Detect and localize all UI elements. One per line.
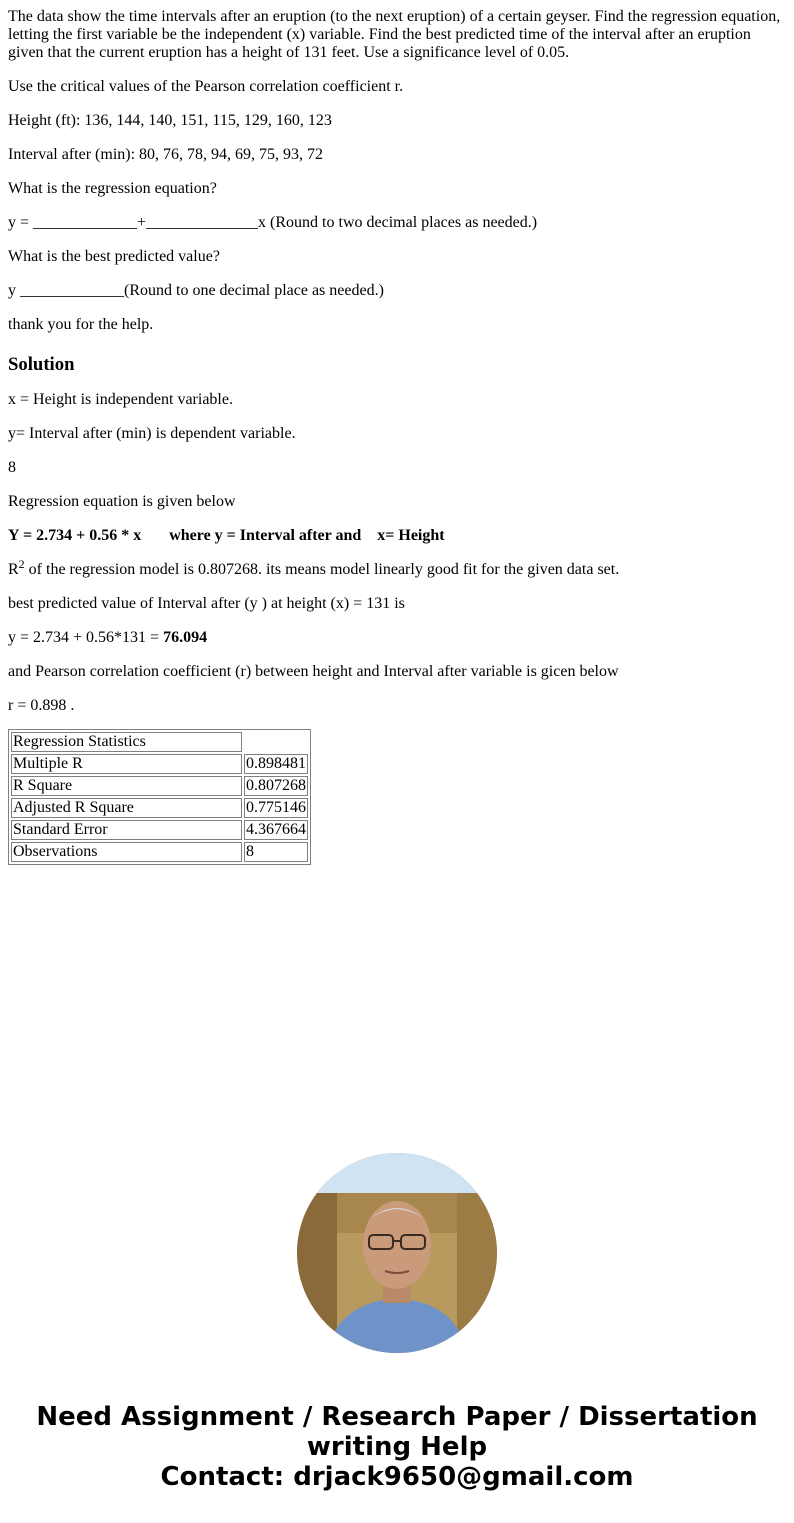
- stat-label: Observations: [11, 842, 242, 862]
- r2-superscript: 2: [18, 557, 25, 571]
- regression-stats-table: [8, 729, 311, 865]
- predicted-answer-line: y _____________(Round to one decimal place as needed.): [8, 282, 384, 299]
- stat-label: Adjusted R Square: [11, 798, 242, 818]
- regression-equation: [8, 527, 786, 545]
- stat-label: Standard Error: [11, 820, 242, 840]
- regression-answer-line: y = _____________+______________x (Round to two decimal places as needed.): [8, 214, 538, 231]
- table-header-row: [11, 732, 308, 752]
- r2-prefix: R: [8, 561, 19, 578]
- x-definition: x = Height is independent variable.: [8, 391, 233, 408]
- prediction-calculation: [8, 629, 786, 647]
- pearson-intro: and Pearson correlation coefficient (r) between height and Interval after variable is gicen below: [8, 663, 619, 680]
- critical-values-note: Use the critical values of the Pearson correlation coefficient r.: [8, 78, 404, 95]
- sample-size: 8: [8, 459, 16, 476]
- stat-value: 0.898481: [246, 755, 306, 772]
- footer-contact: Contact: drjack9650@gmail.com: [160, 1462, 634, 1492]
- question-predicted: What is the best predicted value?: [8, 248, 220, 265]
- equation-where: where y = Interval after and: [169, 527, 362, 544]
- stat-label: R Square: [11, 776, 242, 796]
- y-definition: y= Interval after (min) is dependent variable.: [8, 425, 296, 442]
- equation-formula: Y = 2.734 + 0.56 * x: [8, 527, 142, 544]
- table-row: [11, 842, 308, 862]
- stat-value: 0.807268: [246, 777, 306, 794]
- height-data: Height (ft): 136, 144, 140, 151, 115, 129, 160, 123: [8, 112, 332, 129]
- table-row: [11, 798, 308, 818]
- best-predicted-intro: best predicted value of Interval after (y ) at height (x) = 131 is: [8, 595, 405, 612]
- footer-line-2: writing Help: [306, 1432, 488, 1462]
- stat-value: 4.367664: [246, 821, 306, 838]
- table-row: [11, 754, 308, 774]
- footer-banner: [0, 1402, 794, 1492]
- r2-text: of the regression model is 0.807268. its means model linearly good fit for the given data set.: [24, 561, 620, 578]
- equation-x-def: x= Height: [377, 527, 445, 544]
- question-regression: What is the regression equation?: [8, 180, 217, 197]
- table-row: [11, 820, 308, 840]
- table-row: [11, 776, 308, 796]
- stat-value: 8: [244, 842, 308, 862]
- table-header-cell: Regression Statistics: [11, 732, 242, 752]
- r-squared-note: [8, 557, 786, 579]
- solution-heading: Solution: [8, 354, 75, 375]
- footer-line-1: Need Assignment / Research Paper / Dissertation: [36, 1402, 758, 1432]
- interval-data: Interval after (min): 80, 76, 78, 94, 69, 75, 93, 72: [8, 146, 324, 163]
- calc-prefix: y = 2.734 + 0.56*131 =: [8, 629, 164, 646]
- thanks-note: thank you for the help.: [8, 316, 154, 333]
- calc-result: 76.094: [163, 629, 208, 646]
- stat-value: 0.775146: [246, 799, 306, 816]
- r-value: r = 0.898 .: [8, 697, 75, 714]
- table-header-empty: [244, 732, 308, 752]
- stat-label: Multiple R: [11, 754, 242, 774]
- regression-intro: Regression equation is given below: [8, 493, 236, 510]
- author-portrait-image: [297, 1153, 497, 1353]
- author-photo: [297, 1153, 497, 1353]
- question-intro: The data show the time intervals after an eruption (to the next eruption) of a certain geyser. Find the regression equation, letting the first variable be the independent (x) variable. Find the best predicted time of the interval after an eruption given that the current eruption has a height of 131 feet. Use a significance level of 0.05.: [8, 8, 781, 61]
